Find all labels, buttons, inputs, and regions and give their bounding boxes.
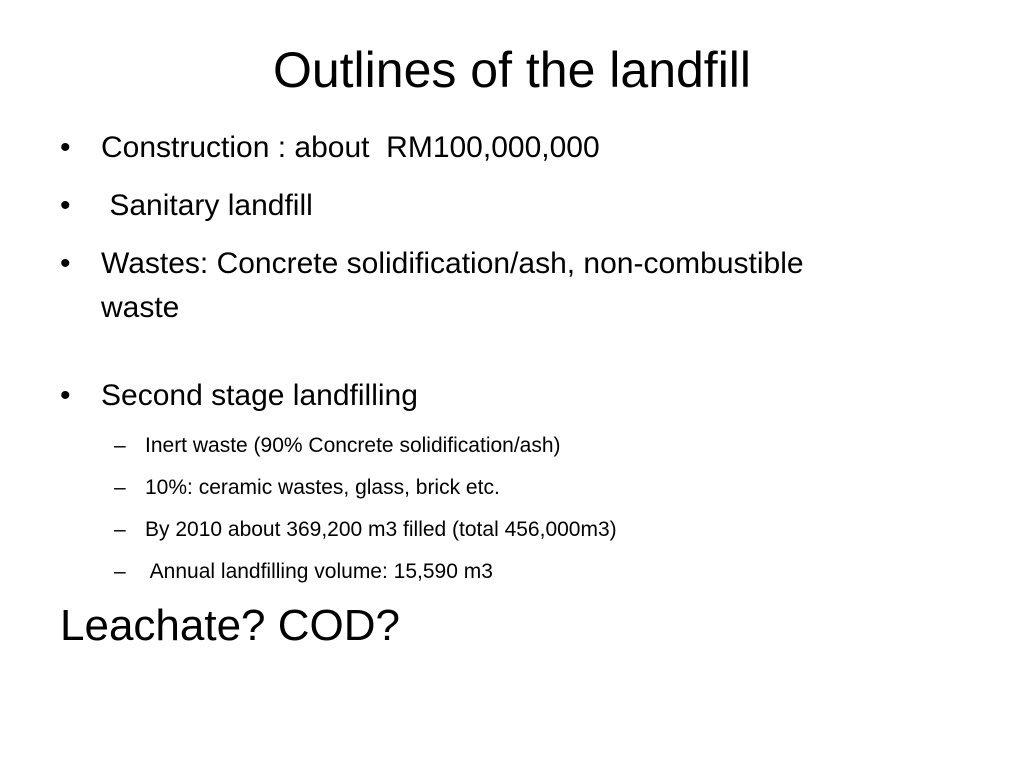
- bullet-marker: •: [60, 189, 71, 222]
- bullet-item-wastes: [60, 242, 820, 330]
- dash-marker: –: [114, 476, 126, 499]
- closing-question: Leachate? COD?: [60, 601, 400, 650]
- sub-bullet-inert-waste: [60, 430, 820, 461]
- dash-marker: –: [114, 518, 126, 541]
- bullet-marker: •: [60, 131, 71, 164]
- bullet-marker: •: [60, 379, 71, 412]
- dash-marker: –: [114, 434, 126, 457]
- sub-bullet-annual-volume: [60, 556, 820, 587]
- bullet-text: Second stage landfilling: [101, 379, 418, 412]
- sub-bullet-volume-filled: [60, 514, 820, 545]
- bullet-text: Sanitary landfill: [101, 189, 313, 222]
- bullet-text: Construction : about RM100,000,000: [101, 131, 600, 164]
- sub-bullet-text: By 2010 about 369,200 m3 filled (total 456,000m3): [145, 518, 617, 541]
- sub-bullet-text: Annual landfilling volume: 15,590 m3: [145, 560, 493, 583]
- slide-title: Outlines of the landfill: [272, 42, 752, 98]
- slide-body: [60, 126, 820, 654]
- sub-bullet-text: Inert waste (90% Concrete solidification/ash): [145, 434, 561, 457]
- sub-bullet-text: 10%: ceramic wastes, glass, brick etc.: [145, 476, 500, 499]
- sub-bullet-ceramic-wastes: [60, 472, 820, 503]
- bullet-item-second-stage: [60, 374, 820, 418]
- bullet-marker: •: [60, 247, 71, 280]
- bullet-text: Wastes: Concrete solidification/ash, non-combustible waste: [101, 247, 804, 324]
- bullet-item-construction: [60, 126, 820, 170]
- dash-marker: –: [114, 560, 126, 583]
- bullet-item-sanitary-landfill: [60, 184, 820, 228]
- sub-bullet-list: [60, 430, 820, 587]
